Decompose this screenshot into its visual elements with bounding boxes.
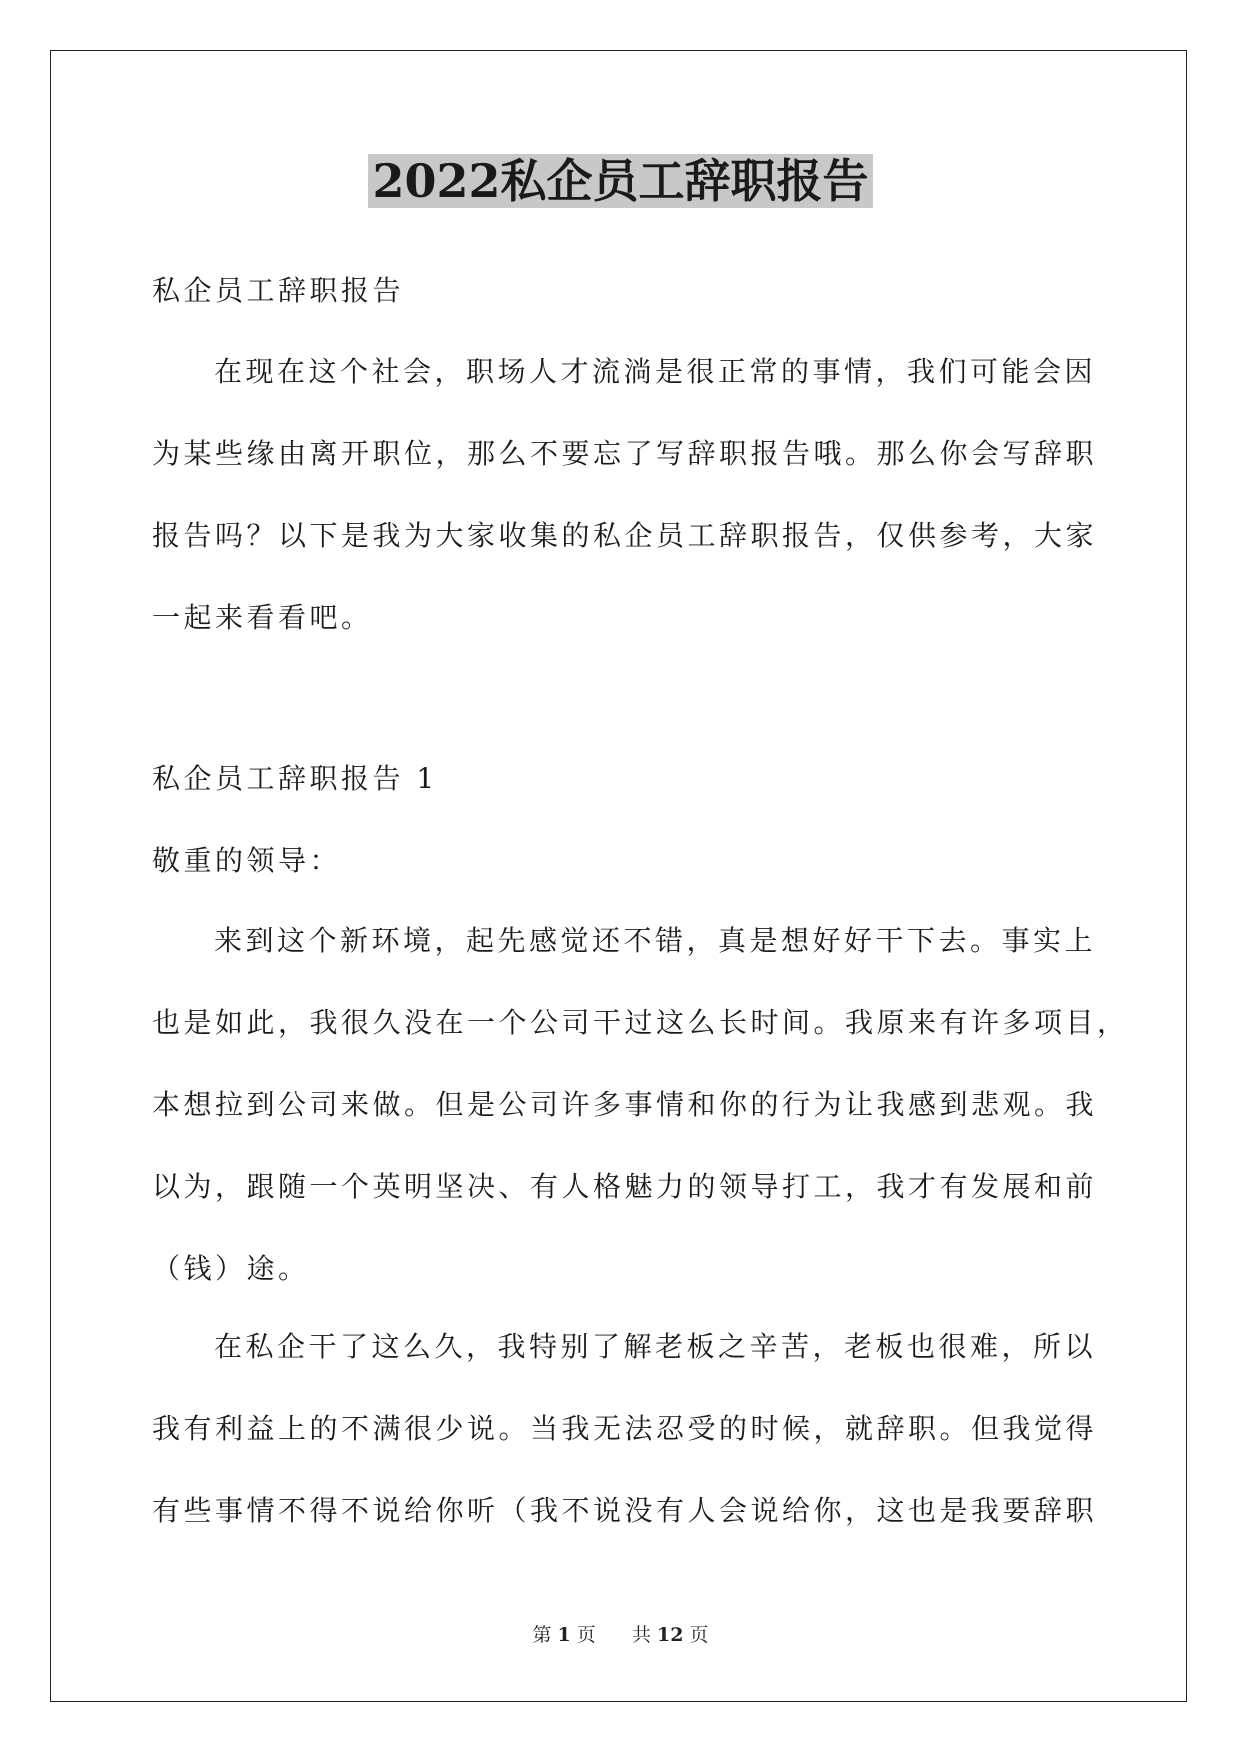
paragraph-line: 本想拉到公司来做。但是公司许多事情和你的行为让我感到悲观。我 xyxy=(152,1088,1098,1121)
intro-line: 报告吗？以下是我为大家收集的私企员工辞职报告，仅供参考，大家 xyxy=(152,519,1098,552)
salutation xyxy=(152,820,1092,902)
letter-paragraph-1 xyxy=(152,900,1129,1310)
document-subtitle xyxy=(152,250,1092,332)
paragraph-line: 也是如此，我很久没在一个公司干过这么长时间。我原来有许多项目， xyxy=(152,1006,1129,1039)
intro-line: 在现在这个社会，职场人才流淌是很正常的事情，我们可能会因 xyxy=(214,355,1097,388)
page-footer xyxy=(0,1620,1241,1647)
intro-line: 为某些缘由离开职位，那么不要忘了写辞职报告哦。那么你会写辞职 xyxy=(152,437,1098,470)
intro-paragraph xyxy=(152,331,1098,659)
paragraph-line: 在私企干了这么久，我特别了解老板之辛苦，老板也很难，所以 xyxy=(214,1330,1097,1363)
salutation-text: 敬重的领导： xyxy=(152,844,342,877)
section-heading-text: 私企员工辞职报告 1 xyxy=(152,762,438,795)
paragraph-line: 以为，跟随一个英明坚决、有人格魅力的领导打工，我才有发展和前 xyxy=(152,1170,1098,1203)
document-title-text: 2022私企员工辞职报告 xyxy=(368,154,872,208)
letter-paragraph-2 xyxy=(152,1306,1098,1552)
intro-line: 一起来看看吧。 xyxy=(152,601,373,634)
section-heading xyxy=(152,738,1092,820)
subtitle-line: 私企员工辞职报告 xyxy=(152,274,405,307)
document-title xyxy=(0,150,1241,212)
paragraph-line: 有些事情不得不说给你听（我不说没有人会说给你，这也是我要辞职 xyxy=(152,1494,1098,1527)
paragraph-line: 来到这个新环境，起先感觉还不错，真是想好好干下去。事实上 xyxy=(214,924,1097,957)
page-number: 第 1 页 xyxy=(532,1624,596,1646)
paragraph-line: 我有利益上的不满很少说。当我无法忍受的时候，就辞职。但我觉得 xyxy=(152,1412,1098,1445)
paragraph-line: （钱）途。 xyxy=(152,1252,310,1285)
page-total: 共 12 页 xyxy=(631,1624,709,1646)
